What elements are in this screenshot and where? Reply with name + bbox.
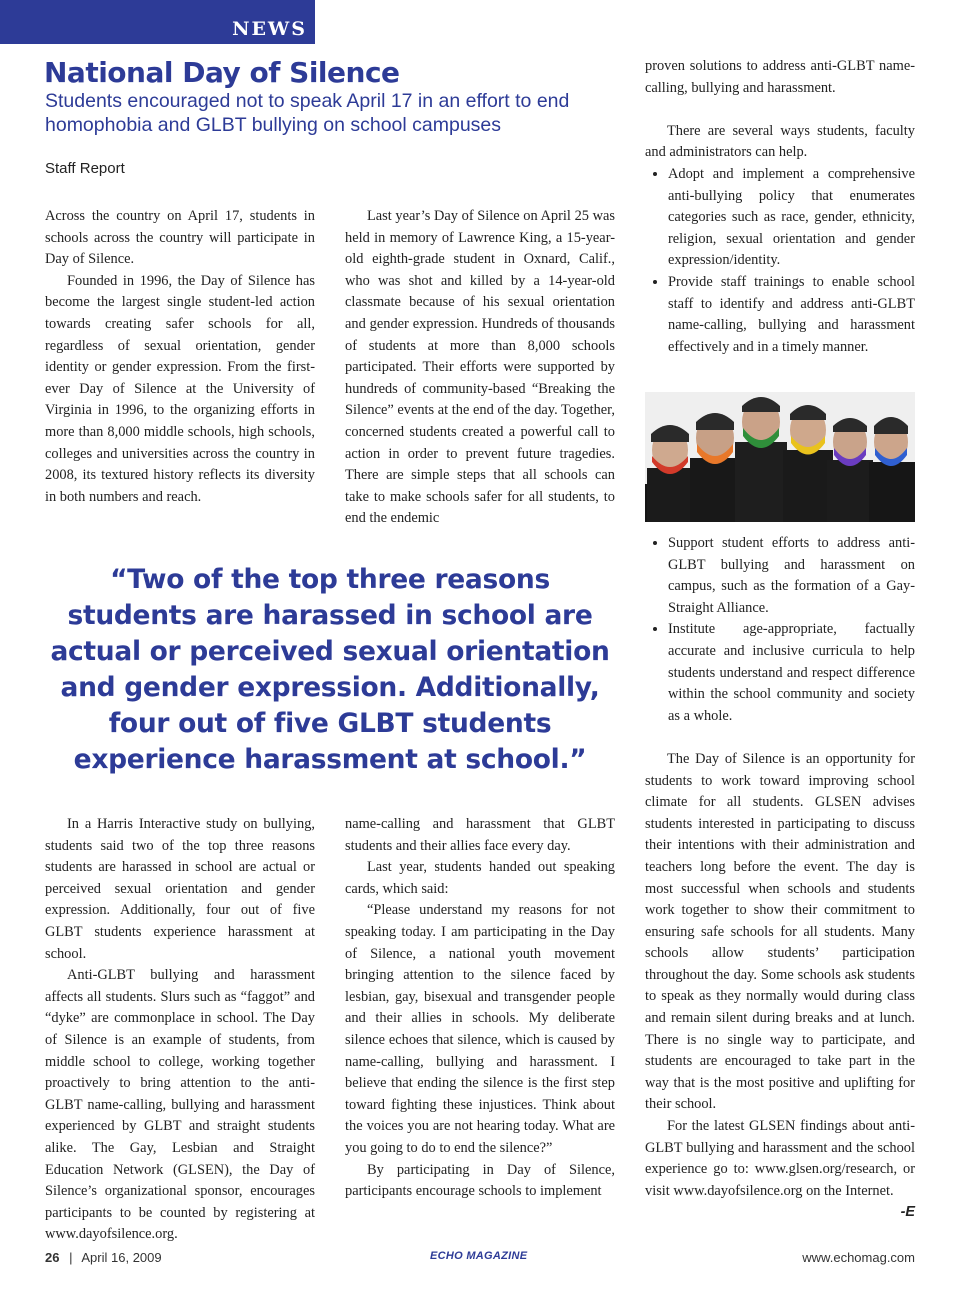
paragraph [645,1116,915,1221]
students-with-bandanas-image [645,392,915,522]
students-photo [645,392,915,522]
paragraph: The Day of Silence is an opportunity for students to work toward improving school climate for all students. GLSEN advises students interested in participating to discuss their intentions with their administration and teachers long before the event. The day is most successful when schools and students work together to show their commitment to ensuring safe schools for all students. Many schools allow students’ participation throughout the day. Some schools ask students to speak as they normally would during class and remain silent during breaks and at lunch. There is no single way to participate, and students are encouraged to take part in the way that is the most positive and uplifting for their school. [645,750,915,1113]
issue-date: April 16, 2009 [81,1250,162,1265]
column-1-top [45,206,315,508]
column-3-bottom [645,533,915,1224]
paragraph: There are several ways students, faculty and administrators can help. [645,122,915,161]
byline: Staff Report [45,160,125,177]
paragraph: proven solutions to address anti-GLBT name-calling, bullying and harassment. [645,58,915,96]
pull-quote: “Two of the top three reasons students are harassed in school are actual or perceived sexual orientation and gender expression. Additionally, four out of five GLBT students experience harassment at school.” [50,564,610,775]
end-mark: -E [900,1204,915,1221]
column-2-bottom [345,814,615,1203]
recommendation-list [645,164,915,358]
paragraph: In a Harris Interactive study on bullying, students said two of the top three reasons students are harassed in school are actual or perceived sexual orientation and gender expression. Additionally, four out of five GLBT students experience harassment at school. [45,816,315,962]
page-number: 26 [45,1250,60,1265]
list-item: • Support student efforts to address anti-GLBT bullying and harassment on campus, such as the formation of a Gay-Straight Alliance. [668,533,915,619]
column-3-top [645,56,915,358]
footer-left [45,1250,162,1265]
paragraph: By participating in Day of Silence, participants encourage schools to implement [345,1161,615,1200]
paragraph: Last year, students handed out speaking cards, which said: [345,859,615,897]
section-tab [0,0,315,44]
paragraph-text: For the latest GLSEN findings about anti-GLBT bullying and harassment and the school experience go to: www.glsen.org/research, or visit www.dayofsilence.org on the Internet. [645,1118,915,1199]
paragraph: Across the country on April 17, students in schools across the country will participate in Day of Silence. [45,208,315,268]
article-subtitle: Students encouraged not to speak April 17 in an effort to end homophobia and GLBT bullying on school campuses [45,90,570,136]
article-title: National Day of Silence [44,56,400,89]
paragraph: Last year’s Day of Silence on April 25 was held in memory of Lawrence King, a 15-year-old eighth-grade student in Oxnard, Calif., who was shot and killed by a 14-year-old classmate because of his sexual orientation and gender expression. Hundreds of thousands of students at more than 8,000 schools participated. Their efforts were supported by hundreds of community-based “Breaking the Silence” events at the end of the day. Together, concerned students created a powerful call to action in order to prevent future tragedies. There are simple steps that all schools can take to make schools safer for all students, to end the endemic [345,208,615,527]
paragraph: Founded in 1996, the Day of Silence has become the largest single student-led action towards creating safer schools for all, regardless of sexual orientation, gender identity or gender expression. From the first-ever Day of Silence at the University of Virginia in 1996, to the organizing efforts in more than 8,000 middle schools, high schools, colleges and universities across the country in 2008, its textured history reflects its diversity in both numbers and reach. [45,272,315,505]
column-2-top [345,206,615,530]
list-item: • Adopt and implement a comprehensive anti-bullying policy that enumerates categories such as race, gender, ethnicity, religion, sexual orientation and gender expression/identity. [668,164,915,272]
paragraph: name-calling and harassment that GLBT students and their allies face every day. [345,816,615,854]
paragraph: Anti-GLBT bullying and harassment affects all students. Slurs such as “faggot” and “dyke” are commonplace in school. The Day of Silence is an example of students, from middle school to college, working together proactively to bring attention to the anti-GLBT name-calling, bullying and harassment experienced by GLBT and straight students alike. The Gay, Lesbian and Straight Education Network (GLSEN), the Day of Silence’s organizational sponsor, encourages participants to be counted by registering at www.dayofsilence.org. [45,967,315,1243]
list-item: • Institute age-appropriate, factually accurate and inclusive curricula to help students understand and respect difference within the school community and society as a whole. [668,619,915,727]
section-tab-label: NEWS [232,18,307,40]
paragraph: “Please understand my reasons for not speaking today. I am participating in the Day of Silence, a national youth movement bringing attention to the silence faced by lesbian, gay, bisexual and transgender people and their allies in schools. My deliberate silence echoes that silence, which is caused by name-calling, bullying and harassment. I believe that ending the silence is the first step toward fighting these injustices. Think about the voices you are not hearing today. What are you going to do to end the silence?” [345,902,615,1156]
recommendation-list [645,533,915,727]
website-url: www.echomag.com [802,1250,915,1265]
column-1-bottom [45,814,315,1246]
footer-separator: | [69,1250,73,1265]
list-item: • Provide staff trainings to enable school staff to identify and address anti-GLBT name-calling, bullying and harassment effectively and in a timely manner. [668,272,915,358]
magazine-name: ECHO MAGAZINE [430,1250,528,1262]
